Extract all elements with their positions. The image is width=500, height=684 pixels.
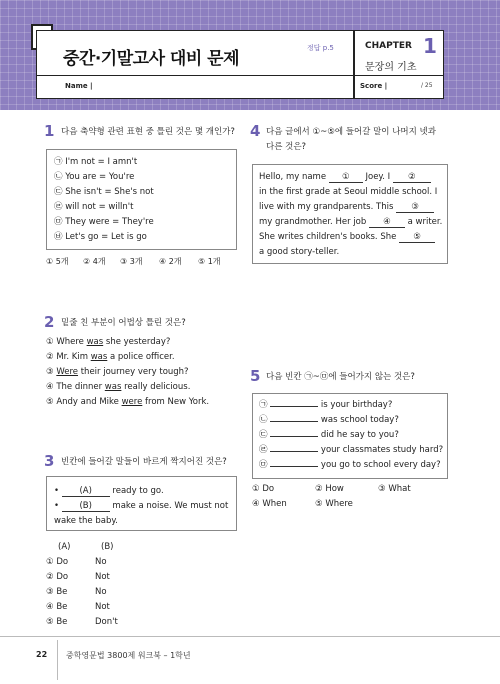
q5-choice[interactable]: ① Do xyxy=(252,484,275,494)
book-title: 중학영문법 3800제 워크북 – 1학년 xyxy=(66,651,191,660)
q3-choice[interactable]: ① Do xyxy=(46,557,69,567)
q3-line-2-cont: wake the baby. xyxy=(54,516,118,526)
q3-choice[interactable]: ⑤ Be xyxy=(46,617,68,627)
q4-line: live with my grandparents. This ③ xyxy=(259,201,434,214)
name-field-label: Name | xyxy=(65,82,93,90)
q4-line: my grandmother. Her job ④ a writer. xyxy=(259,217,443,227)
q2-choice[interactable]: ④ The dinner was really delicious. xyxy=(46,382,191,392)
question-2-number: 2 xyxy=(44,313,55,331)
q3-choice-b: Not xyxy=(95,602,110,612)
q1-item: ㉠ I'm not = I amn't xyxy=(54,157,138,167)
q1-choice[interactable]: ⑤ 1개 xyxy=(198,257,221,266)
footer-divider xyxy=(0,636,500,637)
q5-choice[interactable]: ④ When xyxy=(252,499,287,509)
question-3-prompt: 빈칸에 들어갈 말들이 바르게 짝지어진 것은? xyxy=(61,457,227,467)
answer-page-ref: 정답 p.5 xyxy=(307,44,334,52)
q1-choice[interactable]: ② 4개 xyxy=(83,257,106,266)
q3-choice-b: Not xyxy=(95,572,110,582)
question-3-number: 3 xyxy=(44,452,55,470)
q3-line-2: • (B) make a noise. We must not xyxy=(54,501,229,511)
q3-choice[interactable]: ③ Be xyxy=(46,587,68,597)
footer-separator xyxy=(57,640,58,680)
q2-choice[interactable]: ⑤ Andy and Mike were from New York. xyxy=(46,397,210,407)
q4-line: a good story-teller. xyxy=(259,247,340,257)
q3-choice[interactable]: ② Do xyxy=(46,572,69,582)
q5-item: ㉤ you go to school every day? xyxy=(259,460,441,470)
question-1-box xyxy=(46,149,237,250)
q2-choice[interactable]: ① Where was she yesterday? xyxy=(46,337,171,347)
q4-line: Hello, my name ① Joey. I ② xyxy=(259,171,431,184)
title-underline xyxy=(37,75,443,76)
title-divider xyxy=(353,31,355,98)
q3-choice[interactable]: ④ Be xyxy=(46,602,68,612)
q5-item: ㉠ is your birthday? xyxy=(259,400,393,410)
question-2-prompt: 밑줄 친 부분이 어법상 틀린 것은? xyxy=(61,318,186,328)
q3-col-b: (B) xyxy=(101,542,114,552)
q4-line: She writes children's books. She ⑤ xyxy=(259,231,435,244)
q2-choice[interactable]: ② Mr. Kim was a police officer. xyxy=(46,352,175,362)
q1-choice[interactable]: ① 5개 xyxy=(46,257,69,266)
question-1-prompt: 다음 축약형 관련 표현 중 틀린 것은 몇 개인가? xyxy=(61,127,235,137)
chapter-title: 문장의 기초 xyxy=(365,62,417,73)
q1-item: ㉢ She isn't = She's not xyxy=(54,187,154,197)
q5-item: ㉢ did he say to you? xyxy=(259,430,399,440)
question-4-box xyxy=(252,164,448,264)
q5-item: ㉣ your classmates study hard? xyxy=(259,445,444,455)
q1-item: ㉥ Let's go = Let is go xyxy=(54,232,147,242)
score-field-label: Score | xyxy=(360,82,388,90)
q1-item: ㉡ You are = You're xyxy=(54,172,135,182)
q1-choice[interactable]: ④ 2개 xyxy=(159,257,182,266)
q2-choice[interactable]: ③ Were their journey very tough? xyxy=(46,367,189,377)
q3-line-1: • (A) ready to go. xyxy=(54,486,164,496)
question-5-box xyxy=(252,393,448,479)
chapter-number: 1 xyxy=(423,34,437,58)
q3-col-a: (A) xyxy=(58,542,71,552)
q3-choice-b: No xyxy=(95,587,107,597)
question-5-prompt: 다음 빈칸 ㉠~㉤에 들어가지 않는 것은? xyxy=(266,372,415,382)
page-title: 중간·기말고사 대비 문제 xyxy=(63,49,240,69)
q1-item: ㉣ will not = willn't xyxy=(54,202,134,212)
q4-line: in the first grade at Seoul middle school. I xyxy=(259,187,438,197)
q1-item: ㉤ They were = They're xyxy=(54,217,154,227)
q5-item: ㉡ was school today? xyxy=(259,415,399,425)
q3-choice-b: Don't xyxy=(95,617,118,627)
q5-choice[interactable]: ② How xyxy=(315,484,344,494)
question-4-prompt: 다음 글에서 ①~⑤에 들어갈 말이 나머지 넷과 다른 것은? xyxy=(266,127,436,152)
score-total: / 25 xyxy=(421,82,433,89)
q3-choice-b: No xyxy=(95,557,107,567)
chapter-label: CHAPTER xyxy=(365,41,412,51)
question-3-box xyxy=(46,476,237,531)
q5-choice[interactable]: ⑤ Where xyxy=(315,499,353,509)
q5-choice[interactable]: ③ What xyxy=(378,484,411,494)
question-5-number: 5 xyxy=(250,367,261,385)
page-number: 22 xyxy=(36,650,48,659)
title-box xyxy=(36,30,444,99)
question-1-number: 1 xyxy=(44,122,55,140)
question-4-number: 4 xyxy=(250,122,261,140)
q1-choice[interactable]: ③ 3개 xyxy=(120,257,143,266)
